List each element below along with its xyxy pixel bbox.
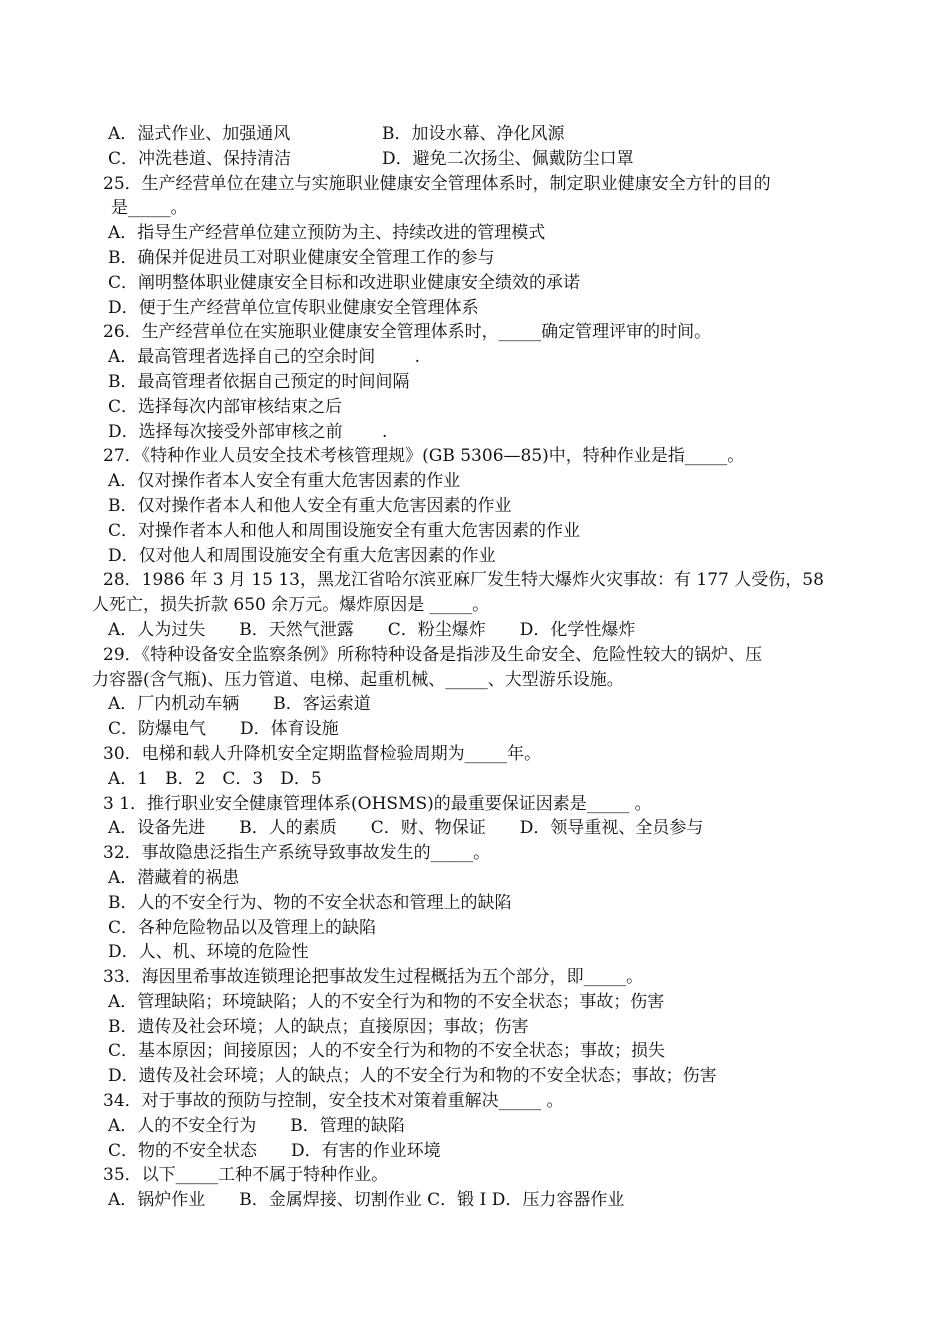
q24-option-c: C．冲洗巷道、保持清洁 (108, 148, 292, 169)
q34-options-row-2: C．物的不安全状态 D．有害的作业环境 (108, 1140, 441, 1161)
q34-stem: 34．对于事故的预防与控制，安全技术对策着重解决_____ 。 (103, 1091, 564, 1112)
q35-stem: 35．以下_____工种不属于特种作业。 (103, 1165, 389, 1186)
q33-option-b: B．遗传及社会环境；人的缺点；直接原因；事故；伤害 (108, 1016, 529, 1037)
q24-option-b: B．加设水幕、净化风源 (382, 124, 565, 144)
q31-stem: 3 1．推行职业安全健康管理体系(OHSMS)的最重要保证因素是_____ 。 (103, 793, 652, 814)
q26-option-d: D．选择每次接受外部审核之前 . (108, 421, 388, 442)
q25-option-a: A．指导生产经营单位建立预防为主、持续改进的管理模式 (108, 223, 546, 244)
q29-options-row-1: A．厂内机动车辆 B．客运索道 (108, 694, 371, 715)
q29-options-row-2: C．防爆电气 D．体育设施 (108, 719, 339, 740)
q29-stem: 29．《特种设备安全监察条例》所称特种设备是指涉及生命安全、危险性较大的锅炉、压 (103, 644, 763, 665)
q24-option-a: A．湿式作业、加强通风 (108, 124, 291, 144)
q32-option-c: C．各种危险物品以及管理上的缺陷 (108, 917, 377, 938)
q26-option-a: A．最高管理者选择自己的空余时间 . (108, 347, 421, 368)
q24-options-row-2 (0, 147, 950, 172)
q30-options: A．1 B．2 C．3 D．5 (108, 768, 322, 789)
q34-options-row-1: A．人的不安全行为 B．管理的缺陷 (108, 1115, 405, 1136)
q27-option-c: C．对操作者本人和他人和周围设施安全有重大危害因素的作业 (108, 520, 581, 541)
q32-stem: 32．事故隐患泛指生产系统导致事故发生的_____。 (103, 843, 491, 864)
q25-stem-cont: 是_____。 (111, 198, 188, 219)
q31-options: A．设备先进 B．人的素质 C．财、物保证 D．领导重视、全员参与 (108, 818, 704, 839)
q33-option-a: A．管理缺陷；环境缺陷；人的不安全行为和物的不安全状态；事故；伤害 (108, 991, 665, 1012)
exam-page (0, 122, 950, 1213)
q24-options-row-1 (0, 122, 950, 147)
q26-option-c: C．选择每次内部审核结束之后 (108, 396, 343, 417)
q32-option-d: D．人、机、环境的危险性 (108, 942, 309, 963)
q33-option-d: D．遗传及社会环境；人的缺点；人的不安全行为和物的不安全状态；事故；伤害 (108, 1066, 717, 1087)
q25-option-b: B．确保并促进员工对职业健康安全管理工作的参与 (108, 247, 495, 268)
q32-option-a: A．潜藏着的祸患 (108, 867, 240, 888)
q27-option-a: A．仅对操作者本人安全有重大危害因素的作业 (108, 471, 461, 492)
q32-option-b: B．人的不安全行为、物的不安全状态和管理上的缺陷 (108, 892, 512, 913)
q27-option-d: D．仅对他人和周围设施安全有重大危害因素的作业 (108, 545, 496, 566)
q35-options: A．锅炉作业 B．金属焊接、切割作业 C．锻 I D．压力容器作业 (108, 1190, 625, 1211)
q28-stem-cont: 人死亡，损失折款 650 余万元。爆炸原因是 _____。 (92, 595, 490, 616)
q28-options: A．人为过失 B．天然气泄露 C．粉尘爆炸 D．化学性爆炸 (108, 619, 636, 640)
q33-stem: 33．海因里希事故连锁理论把事故发生过程概括为五个部分，即_____。 (103, 967, 644, 988)
q28-stem: 28．1986 年 3 月 15 13，黑龙江省哈尔滨亚麻厂发生特大爆炸火灾事故：有 177 人受伤，58 (103, 570, 824, 591)
q33-option-c: C．基本原因；间接原因；人的不安全行为和物的不安全状态；事故；损失 (108, 1041, 666, 1062)
q25-option-c: C．阐明整体职业健康安全目标和改进职业健康安全绩效的承诺 (108, 272, 581, 293)
q29-stem-cont: 力容器(含气瓶)、压力管道、电梯、起重机械、_____、大型游乐设施。 (92, 669, 624, 690)
q24-option-d: D．避免二次扬尘、佩戴防尘口罩 (382, 148, 634, 169)
q25-stem: 25．生产经营单位在建立与实施职业健康安全管理体系时，制定职业健康安全方针的目的 (103, 173, 771, 194)
q26-option-b: B．最高管理者依据自己预定的时间间隔 (108, 371, 410, 392)
q27-option-b: B．仅对操作者本人和他人安全有重大危害因素的作业 (108, 495, 512, 516)
q30-stem: 30．电梯和载人升降机安全定期监督检验周期为_____年。 (103, 743, 542, 764)
q27-stem: 27．《特种作业人员安全技术考核管理规》(GB 5306—85)中，特种作业是指_____。 (103, 446, 745, 467)
q25-option-d: D．便于生产经营单位宣传职业健康安全管理体系 (108, 297, 479, 318)
q26-stem: 26．生产经营单位在实施职业健康安全管理体系时，_____确定管理评审的时间。 (103, 322, 712, 343)
